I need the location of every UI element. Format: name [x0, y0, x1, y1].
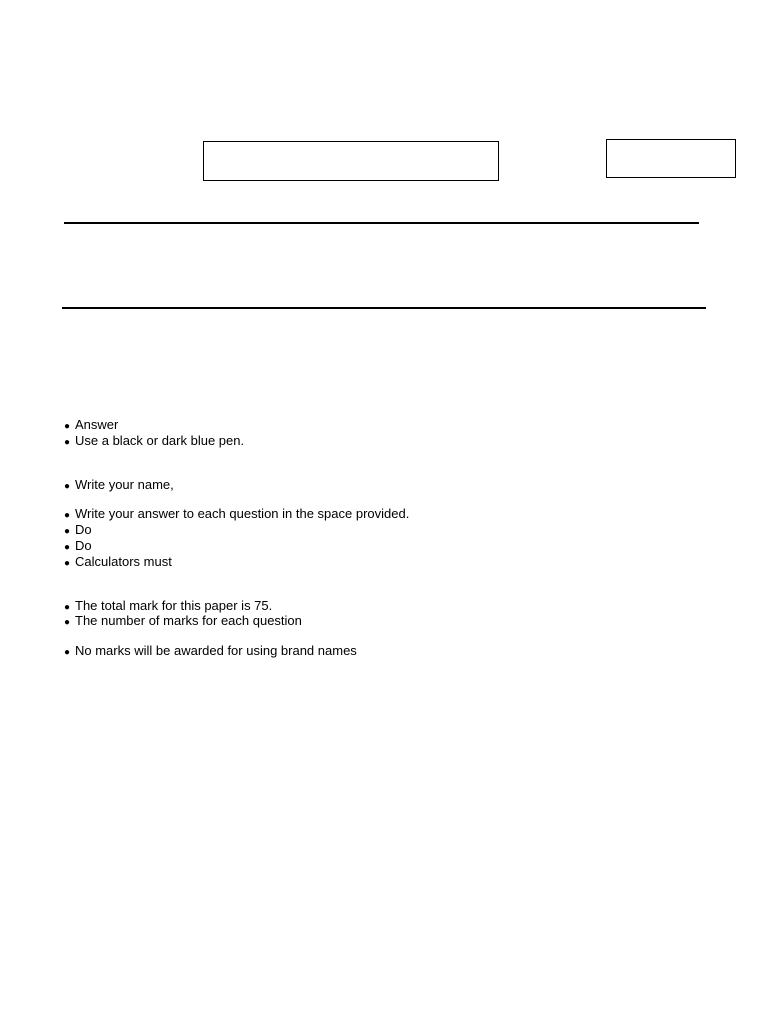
instruction-item: [64, 599, 704, 615]
instruction-text: Answer: [75, 417, 119, 432]
bullet-icon: ●: [64, 436, 71, 448]
bullet-icon: ●: [64, 526, 71, 538]
instruction-text: Calculators must: [75, 553, 172, 569]
instruction-text: Use a black or dark blue pen.: [75, 432, 245, 448]
bullet-icon: ●: [64, 480, 71, 492]
bullet-icon: ●: [64, 541, 71, 553]
instruction-item: [64, 523, 704, 539]
bullet-icon: ●: [64, 647, 71, 659]
instruction-item: [64, 555, 704, 571]
bullet-icon: ●: [64, 510, 71, 522]
instruction-item: [64, 434, 704, 450]
instruction-item: [64, 418, 704, 434]
instruction-text: Do: [75, 537, 92, 553]
instruction-text: Write your answer to each question in the space provided.: [75, 506, 410, 522]
instruction-text: Write your name,: [75, 476, 174, 492]
bullet-icon: ●: [64, 421, 71, 432]
instruction-item: [64, 478, 704, 494]
divider-line-bottom: [62, 307, 706, 309]
instruction-item: [64, 507, 704, 523]
instruction-item: [64, 614, 704, 630]
instruction-item: [64, 539, 704, 555]
bullet-icon: ●: [64, 601, 71, 613]
instruction-text: Do: [75, 522, 92, 538]
instruction-text: No marks will be awarded for using brand names: [75, 643, 357, 659]
paper-reference-box[interactable]: [606, 139, 736, 178]
bullet-icon: ●: [64, 617, 71, 629]
candidate-details-box[interactable]: [203, 141, 499, 181]
instruction-item: [64, 644, 704, 660]
divider-line-top: [64, 222, 699, 224]
bullet-icon: ●: [64, 557, 71, 569]
instructions-list: [64, 418, 704, 660]
instruction-text: The number of marks for each question: [75, 613, 302, 629]
instruction-text: The total mark for this paper is 75.: [75, 597, 273, 613]
